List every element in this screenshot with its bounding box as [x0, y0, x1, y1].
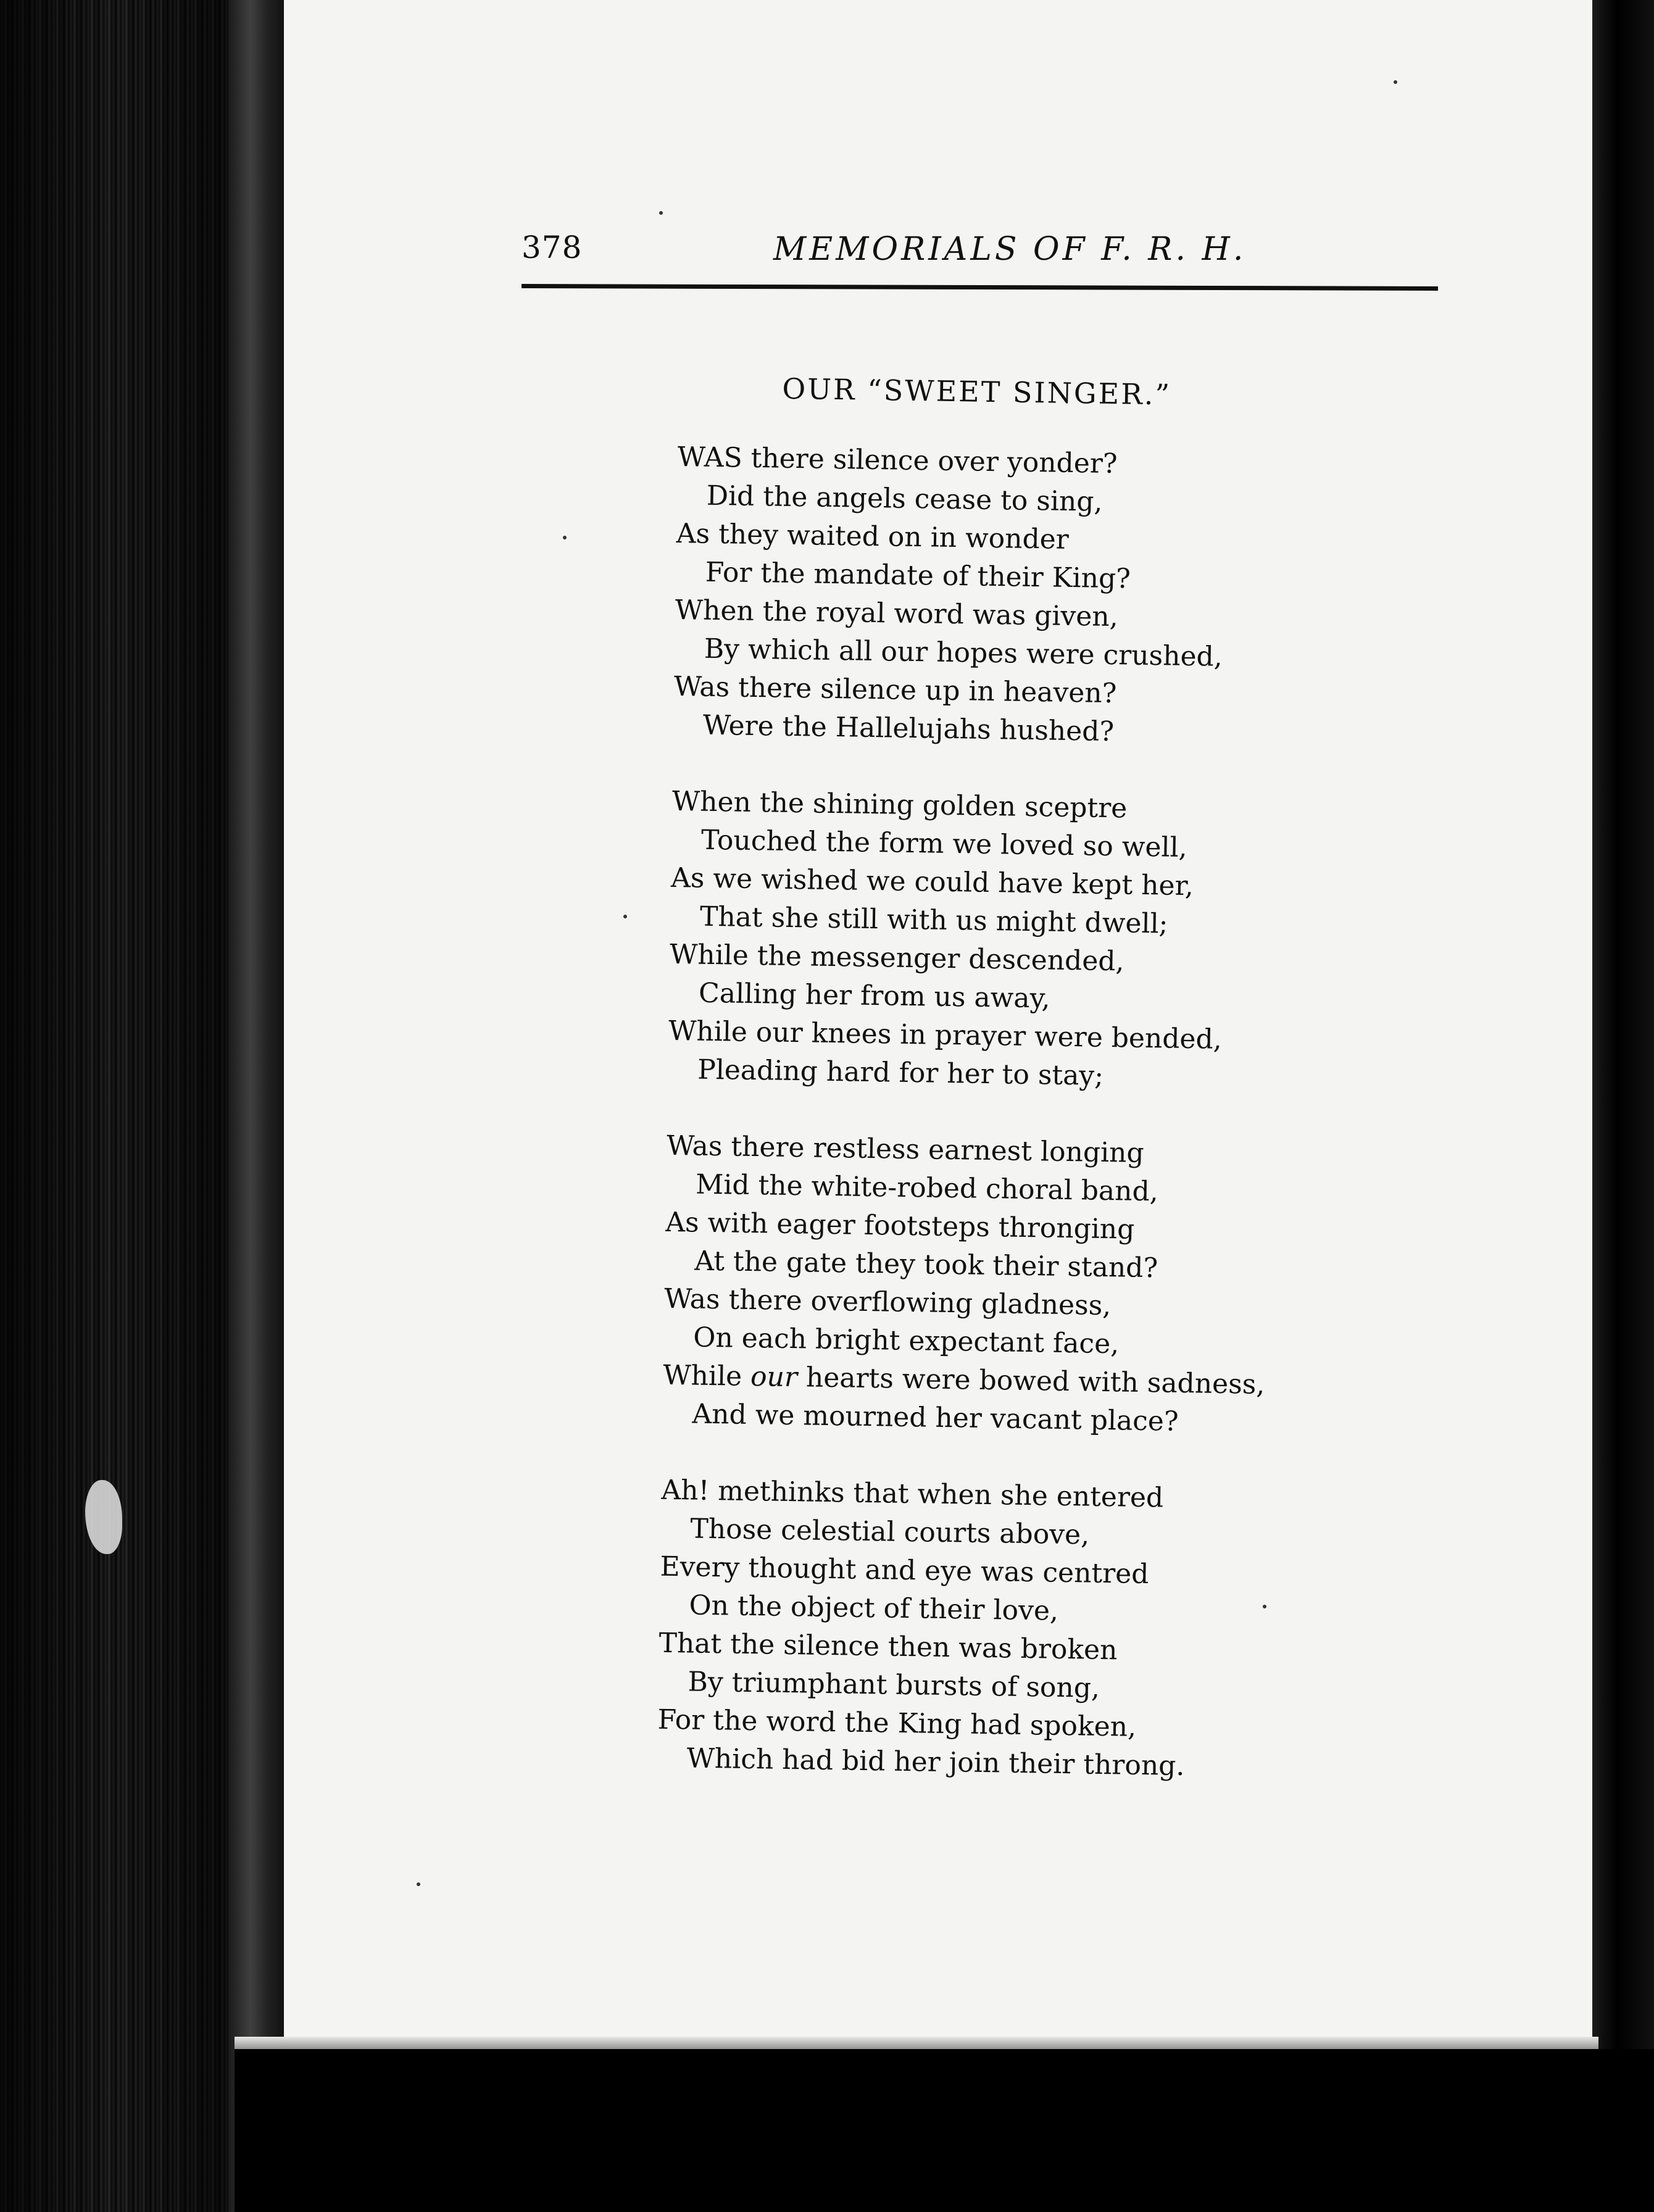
poem-line: Were the Hallelujahs hushed? [702, 709, 1115, 748]
poem-line: Was there restless earnest longing [666, 1129, 1145, 1169]
poem-line: At the gate they took their stand? [694, 1245, 1158, 1284]
poem-line: For the mandate of their King? [705, 556, 1131, 595]
poem-line: As they waited on in wonder [676, 517, 1070, 555]
poem-line: By which all our hopes were crushed, [704, 633, 1223, 673]
stanza-2 [668, 783, 1321, 1099]
poem-line: Which had bid her join their throng. [686, 1742, 1185, 1782]
stanza-3 [662, 1127, 1315, 1443]
poem-line: As we wished we could have kept her, [670, 862, 1194, 902]
poem-line: While the messenger descended, [669, 938, 1124, 978]
ink-speck [563, 536, 567, 539]
running-title: MEMORIALS OF F. R. H. [773, 231, 1247, 268]
poem-line: Those celestial courts above, [690, 1513, 1090, 1551]
poem-line: As with eager footsteps thronging [665, 1206, 1135, 1245]
poem [656, 370, 1327, 1826]
poem-line: On each bright expectant face, [692, 1321, 1120, 1360]
poem-title: OUR “SWEET SINGER.” [782, 372, 1172, 412]
ink-speck [1394, 80, 1397, 84]
poem-line: Mid the white-robed choral band, [695, 1168, 1159, 1208]
poem-line: Every thought and eye was centred [660, 1550, 1149, 1590]
page-gutter [228, 0, 284, 2212]
poem-line: Did the angels cease to sing, [706, 480, 1103, 518]
poem-line: On the object of their love, [689, 1589, 1059, 1627]
ink-speck [623, 915, 627, 918]
poem-line: By triumphant bursts of song, [688, 1666, 1100, 1704]
poem-line: And we mourned her vacant place? [692, 1398, 1179, 1437]
ink-speck [659, 211, 663, 215]
poem-line: For the word the King had spoken, [657, 1703, 1137, 1743]
poem-line: Pleading hard for her to stay; [697, 1054, 1104, 1092]
poem-line: Ah! methinks that when she entered [661, 1474, 1164, 1514]
scan-bottom-margin [235, 2049, 1654, 2212]
poem-line: Calling her from us away, [698, 977, 1051, 1015]
poem-line: That she still with us might dwell; [699, 900, 1168, 940]
line-start: While [663, 1359, 742, 1392]
page-number: 378 [522, 230, 583, 265]
page-right-edge [1592, 0, 1654, 2212]
poem-line: Was there overflowing gladness, [663, 1283, 1112, 1322]
italic-word: our [750, 1361, 798, 1394]
ink-speck [417, 1882, 420, 1886]
line-end: hearts were bowed with sadness, [805, 1362, 1265, 1401]
stanza-1 [673, 438, 1326, 754]
stanza-4 [657, 1471, 1310, 1787]
poem-line: That the silence then was broken [659, 1627, 1118, 1666]
poem-line: When the shining golden sceptre [671, 785, 1128, 825]
poem-line: Touched the form we loved so well, [700, 824, 1188, 864]
running-head [522, 222, 1438, 278]
poem-line: WAS there silence over yonder? [677, 441, 1118, 480]
poem-line: Was there silence up in heaven? [673, 670, 1117, 710]
poem-line: When the royal word was given, [675, 594, 1119, 633]
poem-line: While our knees in prayer were bended, [668, 1015, 1223, 1055]
